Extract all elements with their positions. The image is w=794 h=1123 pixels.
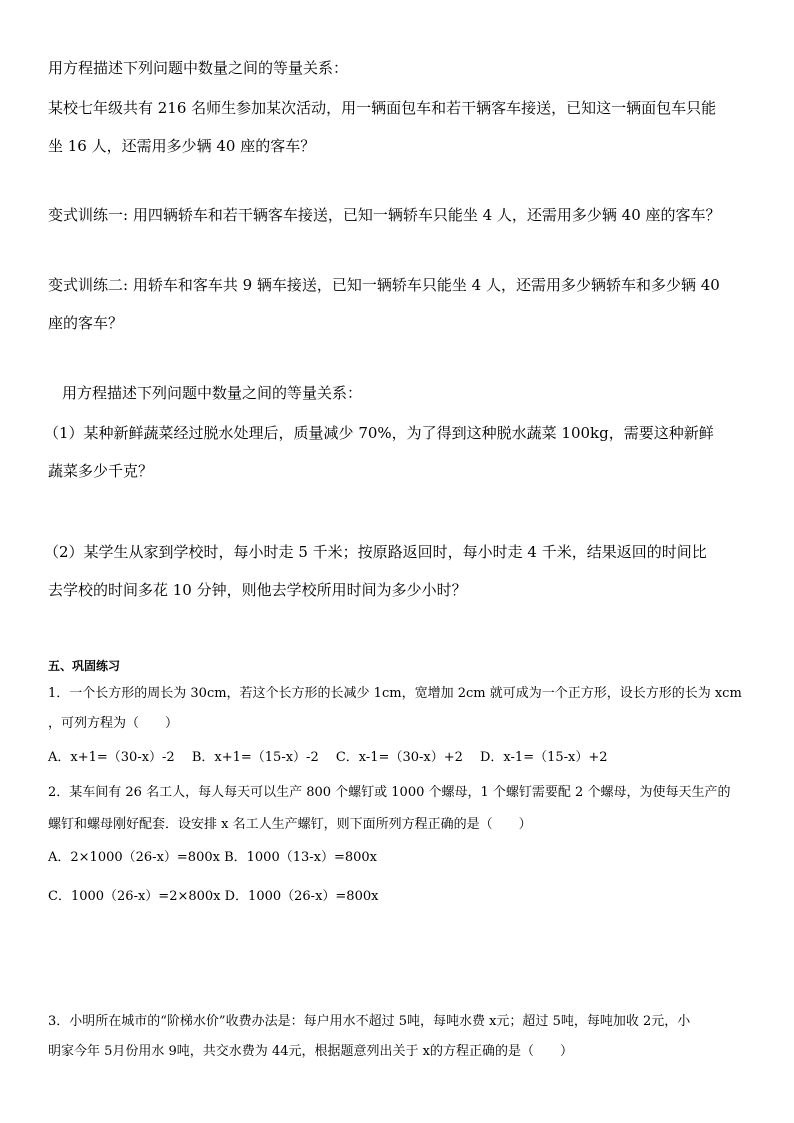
section2-heading: 用方程描述下列问题中数量之间的等量关系： xyxy=(62,384,363,402)
problem-text-line2: 坐 16 人，还需用多少辆 40 座的客车？ xyxy=(48,137,316,155)
question2-options-cd: C．1000（26-x）=2×800x D．1000（26-x）=800x xyxy=(48,889,379,904)
variant-two-line1: 变式训练二: 用轿车和客车共 9 辆车接送，已知一辆轿车只能坐 4 人，还需用多少辆轿车和多少辆 40 xyxy=(48,276,720,294)
problem1-line1: （1）某种新鲜蔬菜经过脱水处理后，质量减少 70%，为了得到这种脱水蔬菜 100kg，需要这种新鲜 xyxy=(44,424,714,442)
problem1-line2: 蔬菜多少千克？ xyxy=(48,462,154,480)
problem-text-line1: 某校七年级共有 216 名师生参加某次活动，用一辆面包车和若干辆客车接送，已知这一辆面包车只能 xyxy=(48,99,717,117)
problem2-line1: （2）某学生从家到学校时，每小时走 5 千米；按原路返回时，每小时走 4 千米，结果返回的时间比 xyxy=(44,543,707,561)
variant-one: 变式训练一: 用四辆轿车和若干辆客车接送，已知一辆轿车只能坐 4 人，还需用多少辆 40 座的客车？ xyxy=(48,206,721,224)
question1-options: A．x+1=（30-x）-2 B．x+1=（15-x）-2 C．x-1=（30-x）+2 D．x-1=（15-x）+2 xyxy=(48,750,608,765)
question2-line2: 螺钉和螺母刚好配套．设安排 x 名工人生产螺钉，则下面所列方程正确的是（ ） xyxy=(48,817,532,832)
question2-options-ab: A．2×1000（26-x）=800x B．1000（13-x）=800x xyxy=(48,850,378,865)
question3-line1: 3．小明所在城市的“阶梯水价”收费办法是：每户用水不超过 5吨，每吨水费 x元；超过 5吨，每吨加收 2元，小 xyxy=(48,1014,691,1029)
question1-line1: 1．一个长方形的周长为 30cm，若这个长方形的长减少 1cm，宽增加 2cm 就可成为一个正方形，设长方形的长为 xcm xyxy=(48,686,742,701)
section1-heading: 用方程描述下列问题中数量之间的等量关系： xyxy=(48,59,349,77)
variant-two-line2: 座的客车？ xyxy=(48,314,124,332)
practice-heading: 五、巩固练习 xyxy=(48,659,121,673)
problem2-line2: 去学校的时间多花 10 分钟，则他去学校所用时间为多少小时？ xyxy=(48,581,467,599)
question2-line1: 2．某车间有 26 名工人，每人每天可以生产 800 个螺钉或 1000 个螺母，1 个螺钉需要配 2 个螺母，为使每天生产的 xyxy=(48,785,731,800)
question1-line2: ，可列方程为（ ） xyxy=(48,716,179,731)
question3-line2: 明家今年 5月份用水 9吨，共交水费为 44元，根据题意列出关于 x的方程正确的是（ ） xyxy=(48,1044,573,1059)
